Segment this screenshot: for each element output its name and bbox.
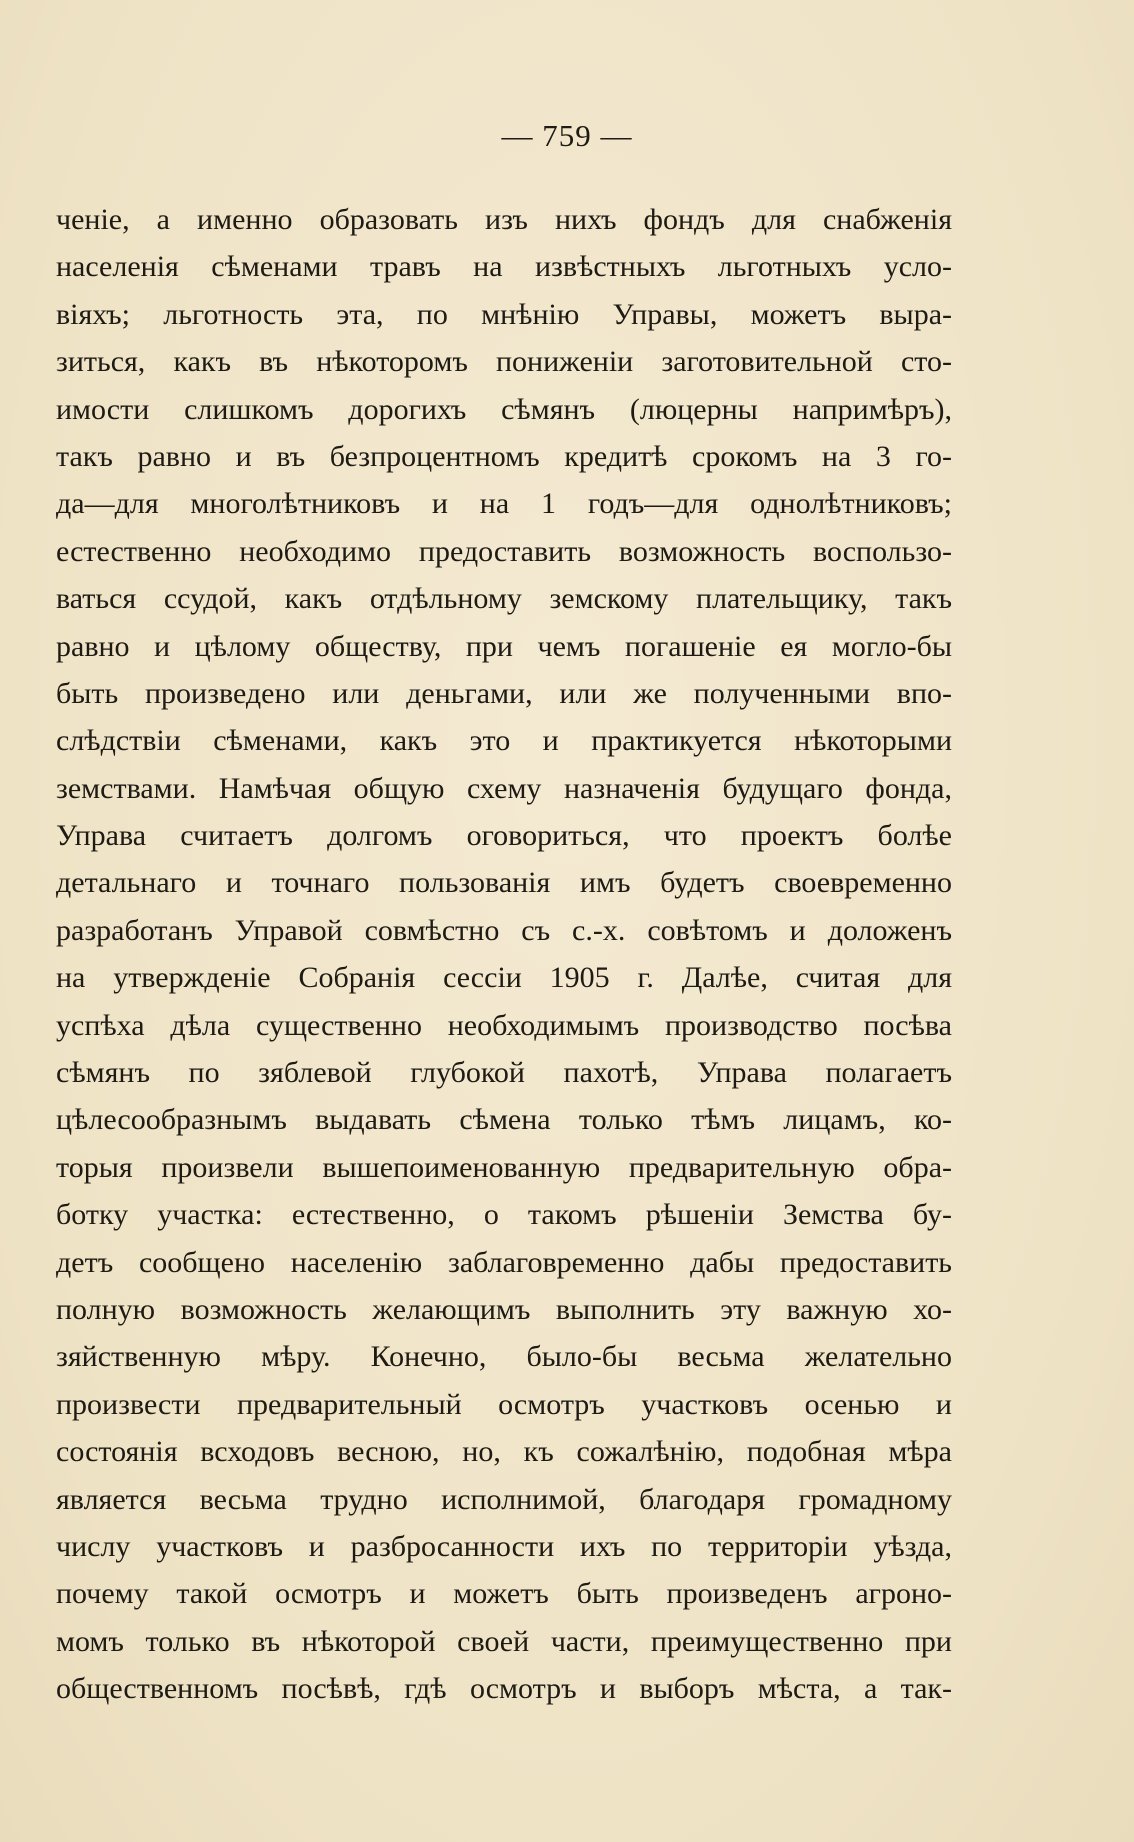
text-line: ченіе, а именно образовать изъ нихъ фондъ для снабженія: [56, 203, 952, 236]
text-line: населенія сѣменами травъ на извѣстныхъ льготныхъ усло-: [56, 250, 952, 284]
text-line: произвести предварительный осмотръ участковъ осенью и: [56, 1387, 952, 1421]
text-line: торыя произвели вышепоименованную предварительную обра-: [56, 1150, 952, 1184]
text-line: является весьма трудно исполнимой, благодаря громадному: [56, 1482, 952, 1516]
text-line: земствами. Намѣчая общую схему назначенія будущаго фонда,: [56, 771, 952, 805]
text-line: естественно необходимо предоставить возможность воспользо-: [56, 534, 952, 568]
text-line: равно и цѣлому обществу, при чемъ погашеніе ея могло-бы: [56, 629, 952, 663]
text-line: почему такой осмотръ и можетъ быть произведенъ агроно-: [56, 1577, 952, 1611]
text-line: успѣха дѣла существенно необходимымъ производство посѣва: [56, 1008, 952, 1042]
text-line: сѣмянъ по зяблевой глубокой пахотѣ, Управа полагаетъ: [56, 1056, 952, 1090]
text-line: детъ сообщено населенію заблаговременно дабы предоставить: [56, 1245, 952, 1279]
text-line: состоянія всходовъ весною, но, къ сожалѣнію, подобная мѣра: [56, 1435, 952, 1469]
text-line: общественномъ посѣвѣ, гдѣ осмотръ и выборъ мѣста, а так-: [56, 1672, 952, 1706]
text-line: числу участковъ и разбросанности ихъ по территоріи уѣзда,: [56, 1529, 952, 1563]
body-text: [56, 196, 952, 1713]
text-line: на утвержденіе Собранія сессіи 1905 г. Далѣе, считая для: [56, 961, 952, 995]
text-line: ботку участка: естественно, о такомъ рѣшеніи Земства бу-: [56, 1198, 952, 1232]
text-line: детальнаго и точнаго пользованія имъ будетъ своевременно: [56, 866, 952, 900]
text-line: разработанъ Управой совмѣстно съ с.-х. совѣтомъ и доложенъ: [56, 913, 952, 947]
text-line: такъ равно и въ безпроцентномъ кредитѣ срокомъ на 3 го-: [56, 439, 952, 473]
page-number: — 759 —: [501, 118, 633, 153]
text-line: цѣлесообразнымъ выдавать сѣмена только тѣмъ лицамъ, ко-: [56, 1103, 952, 1137]
text-line: да—для многолѣтниковъ и на 1 годъ—для однолѣтниковъ;: [56, 487, 952, 521]
text-line: момъ только въ нѣкоторой своей части, преимущественно при: [56, 1624, 952, 1658]
text-line: ваться ссудой, какъ отдѣльному земскому плательщику, такъ: [56, 582, 952, 616]
text-line: зяйственную мѣру. Конечно, было-бы весьма желательно: [56, 1340, 952, 1374]
text-line: полную возможность желающимъ выполнить эту важную хо-: [56, 1292, 952, 1326]
text-line: слѣдствіи сѣменами, какъ это и практикуется нѣкоторыми: [56, 724, 952, 758]
text-line: віяхъ; льготность эта, по мнѣнію Управы, можетъ выра-: [56, 297, 952, 331]
text-line: Управа считаетъ долгомъ оговориться, что проектъ болѣе: [56, 819, 952, 853]
text-line: зиться, какъ въ нѣкоторомъ пониженіи заготовительной сто-: [56, 345, 952, 379]
text-line: быть произведено или деньгами, или же полученными впо-: [56, 676, 952, 710]
text-line: имости слишкомъ дорогихъ сѣмянъ (люцерны напримѣръ),: [56, 392, 952, 426]
